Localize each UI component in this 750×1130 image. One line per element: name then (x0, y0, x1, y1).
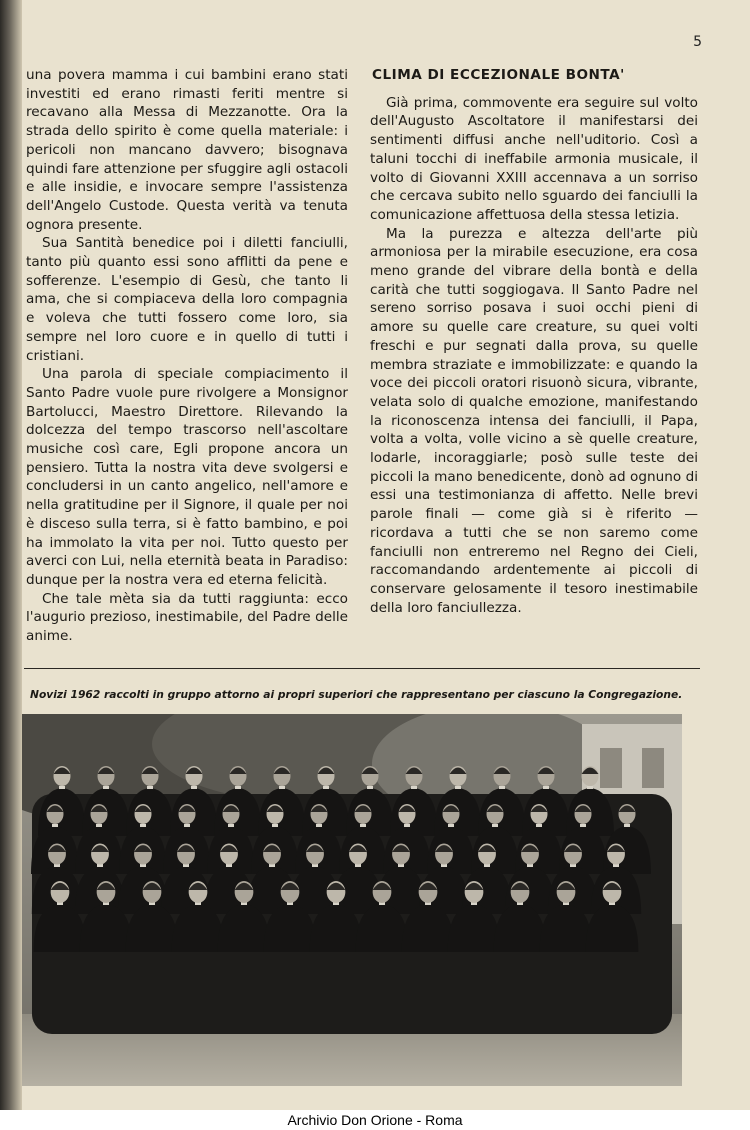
left-paragraph-2: Sua Santità benedice poi i diletti fanciulli, tanto più quanto essi sono afflitti da pene e sofferenze. L'esempio di Gesù, che tanto li ama, che si compiaceva della loro compagnia e voleva che tutti fossero come loro, sia sempre nel loro cuore e in quello di tutti i cristiani. (26, 235, 348, 364)
figure-collar (499, 786, 505, 789)
figure-collar (52, 824, 58, 827)
figure-collar (235, 786, 241, 789)
figure-collar (228, 824, 234, 827)
figure-collar (587, 786, 593, 789)
figure-collar (323, 786, 329, 789)
left-text-column (26, 66, 348, 646)
figure-collar (191, 786, 197, 789)
right-paragraph-2: Ma la purezza e altezza dell'arte più armoniosa per la mirabile esecuzione, era cosa meno grande del vibrare della bontà e della carità che tutti soggiogava. Il Santo Padre nel sereno sorriso posava i suoi occhi pieni di amore su quelle care creature, su quei volti freschi e pur segnati dalla prova, su quelle membra straziate e immobilizzate: e quando la voce dei piccoli oratori risuonò sicura, vibrante, velata solo di qualche emozione, manifestando la riconoscenza intensa dei fanciulli, il Papa, volta a volta, volle vicino a sè quelle creature, lodarle, incoraggiarle; posò sulle teste dei piccoli la mano benedicente, donò ad ognuno di essi una testimonianza di affetto. Nelle brevi parole finali — come già si è riferito — ricordava a tutti che se non saremo come fanciulli non entreremo nel Regno dei Cieli, raccomandando ardentemente ai piccoli di conservare gelosamente il tesoro inestimabile della loro fanciullezza. (370, 225, 698, 616)
figure-collar (103, 786, 109, 789)
book-binding-edge (0, 0, 22, 1130)
figure-collar (404, 824, 410, 827)
figure-collar (492, 824, 498, 827)
figure-collar (360, 824, 366, 827)
figure-collar (367, 786, 373, 789)
separator-rule (24, 668, 700, 669)
right-text-column (370, 66, 698, 617)
figure-collar (147, 786, 153, 789)
figure-collar (272, 824, 278, 827)
figure-collar (448, 824, 454, 827)
figure-collar (580, 824, 586, 827)
figure-collar (411, 786, 417, 789)
archive-footer: Archivio Don Orione - Roma (0, 1110, 750, 1130)
right-paragraph-1: Già prima, commovente era seguire sul volto dell'Augusto Ascoltatore il manifestarsi dei sentimenti diffusi anche nell'uditorio. Così a taluni tocchi di ineffabile armonia musicale, il volto di Giovanni XXIII accennava a un sorriso che cercava subito nello sguardo dei fanciulli la comunicazione affettuosa della stessa letizia. (370, 94, 698, 223)
left-paragraph-4: Che tale mèta sia da tutti raggiunta: ecco l'augurio prezioso, inestimabile, del Padre delle anime. (26, 590, 348, 645)
figure-collar (624, 824, 630, 827)
figure-collar (184, 824, 190, 827)
figure-collar (279, 786, 285, 789)
section-heading: CLIMA DI ECCEZIONALE BONTA' (372, 67, 625, 83)
figure-collar (536, 824, 542, 827)
figure-collar (96, 824, 102, 827)
figure-collar (543, 786, 549, 789)
left-paragraph-1: una povera mamma i cui bambini erano stati investiti ed erano rimasti feriti mentre si recavano alla Messa di Mezzanotte. Ora la strada dello spirito è come quella materiale: i pericoli non mancano davvero; bisognava quindi fare attenzione per sfuggire agli ostacoli e alle insidie, e invocare sempre l'assistenza dell'Angelo Custode. Questa verità va tenuta ognora presente. (26, 67, 348, 233)
figure-collar (59, 786, 65, 789)
figure-collar (140, 824, 146, 827)
photo-caption: Novizi 1962 raccolti in gruppo attorno ai propri superiori che rappresentano per ciascuno la Congregazione. (30, 688, 683, 701)
group-photo (22, 714, 682, 1086)
figure-collar (316, 824, 322, 827)
left-paragraph-3: Una parola di speciale compiacimento il Santo Padre vuole pure rivolgere a Monsignor Bartolucci, Maestro Direttore. Rilevando la dolcezza del tempo trascorso nell'ascoltare musiche così care, Egli propone ancora un pensiero. Tutta la nostra vita deve svolgersi e concludersi in un canto angelico, nell'amore e nella gratitudine per il Signore, il quale per noi è disceso sulla terra, si è fatto bambino, e poi ha immolato la vita per noi. Tutto questo per averci con Lui, nella eternità beata in Paradiso: dunque per la nostra vera ed eterna felicità. (26, 366, 348, 588)
figure-collar (455, 786, 461, 789)
page-number: 5 (693, 34, 702, 50)
